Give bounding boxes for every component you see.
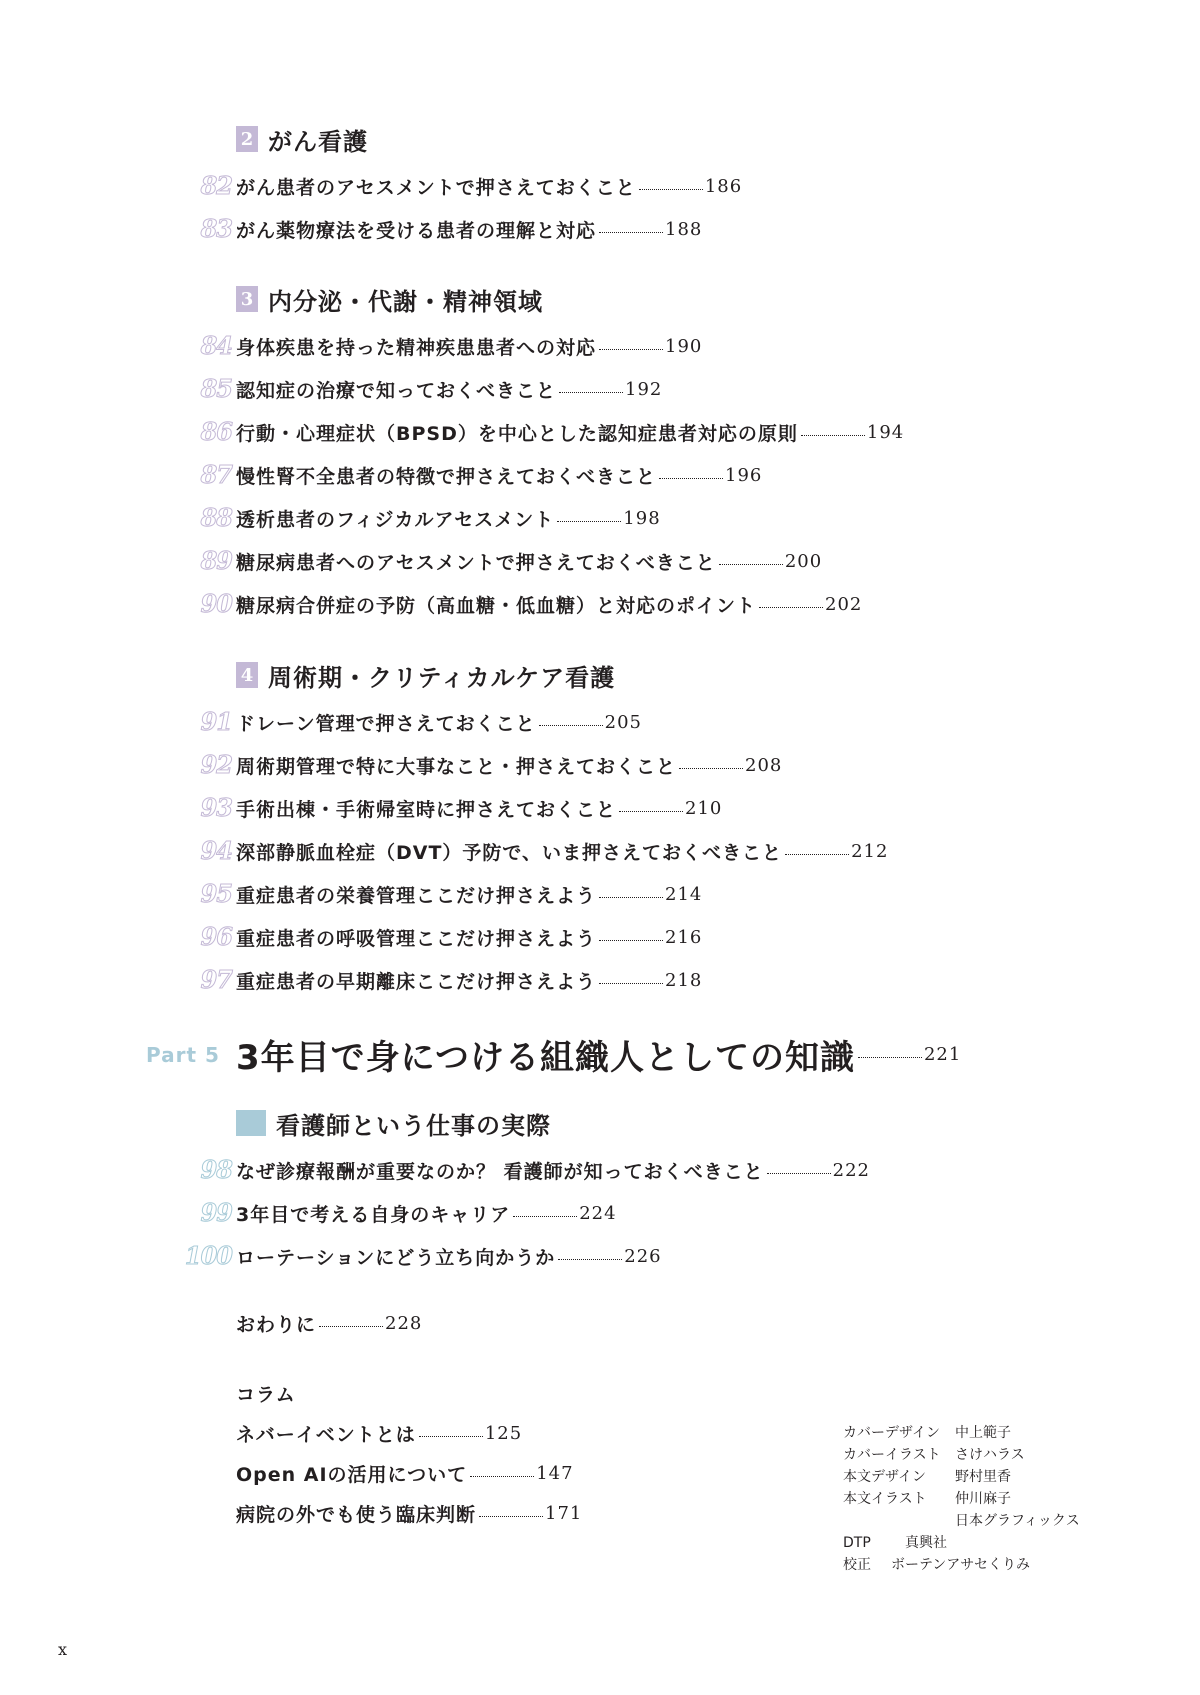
dot-leader (599, 347, 663, 350)
entry-page: 205 (604, 712, 642, 733)
dot-leader (559, 390, 623, 393)
credit-name: 野村里香 (955, 1469, 1011, 1485)
credit-role: 本文イラスト (843, 1491, 927, 1507)
toc-entry[interactable] (200, 368, 904, 411)
column-entry[interactable] (236, 1460, 574, 1487)
column-entry[interactable] (236, 1500, 582, 1527)
entry-number: 94 (200, 836, 232, 865)
column-page: 125 (484, 1423, 523, 1444)
dot-leader (639, 187, 703, 190)
dot-leader (599, 895, 663, 898)
entry-title: 糖尿病患者へのアセスメントで押さえておくべきこと (236, 552, 716, 574)
entry-title: なぜ診療報酬が重要なのか？ 看護師が知っておくべきこと (236, 1161, 764, 1183)
credit-role: 本文デザイン (843, 1469, 927, 1485)
toc-entry[interactable] (200, 540, 904, 583)
toc-entry[interactable] (200, 873, 888, 916)
part-heading[interactable] (146, 1030, 961, 1079)
entry-title: 行動・心理症状（BPSD）を中心とした認知症患者対応の原則 (236, 423, 798, 445)
toc-entry[interactable] (200, 583, 904, 626)
part-label: Part 5 (146, 1042, 220, 1067)
entry-number: 100 (184, 1241, 232, 1270)
dot-leader (599, 230, 663, 233)
dot-leader (513, 1214, 577, 1217)
entry-title: がん薬物療法を受ける患者の理解と対応 (236, 220, 597, 242)
section-header (236, 121, 742, 157)
section-title: 看護師という仕事の実際 (276, 1111, 551, 1140)
toc-entry[interactable] (200, 959, 888, 1002)
entry-number: 88 (200, 503, 232, 532)
dot-leader (599, 938, 663, 941)
dot-leader (679, 766, 743, 769)
entry-number: 89 (200, 546, 232, 575)
toc-entry[interactable] (200, 497, 904, 540)
column-title: ネバーイベントとは (236, 1424, 416, 1446)
entry-page: 226 (624, 1246, 662, 1267)
entry-page: 198 (623, 508, 661, 529)
entry-page: 216 (665, 927, 703, 948)
entry-title: 重症患者の呼吸管理ここだけ押さえよう (236, 928, 597, 950)
dot-leader (599, 981, 663, 984)
credit-name: ボーテンアサセくりみ (891, 1557, 1031, 1573)
entry-number: 95 (200, 879, 232, 908)
entry-number: 87 (200, 460, 232, 489)
entry-title: 認知症の治療で知っておくべきこと (236, 380, 557, 402)
dot-leader (319, 1324, 383, 1327)
section-title: がん看護 (268, 127, 368, 156)
toc-entry[interactable] (200, 208, 742, 251)
column-page: 171 (545, 1503, 583, 1524)
column-entry[interactable] (236, 1420, 522, 1447)
entry-number: 83 (200, 214, 232, 243)
toc-entry[interactable] (200, 1149, 870, 1192)
toc-section-part5 (184, 1105, 870, 1278)
entry-number: 82 (200, 171, 232, 200)
toc-entry[interactable] (200, 454, 904, 497)
column-title: 病院の外でも使う臨床判断 (236, 1504, 477, 1526)
section-number-badge: 3 (236, 286, 258, 312)
entry-title: ローテーションにどう立ち向かうか (236, 1247, 556, 1269)
entry-page: 186 (704, 176, 743, 197)
afterword-page: 228 (385, 1313, 423, 1334)
toc-section-4 (200, 657, 889, 1002)
credit-role: カバーイラスト (843, 1447, 941, 1463)
dot-leader (759, 605, 823, 608)
entry-title: がん患者のアセスメントで押さえておくこと (236, 177, 636, 199)
entry-page: 224 (579, 1203, 617, 1224)
entry-number: 85 (200, 374, 232, 403)
entry-number: 90 (200, 589, 232, 618)
part-title: 3年目で身につける組織人としての知識 (236, 1038, 855, 1078)
entry-page: 212 (851, 841, 889, 862)
section-number-badge: 4 (236, 662, 258, 688)
credit-name: 真興社 (905, 1535, 947, 1551)
entry-number: 84 (200, 331, 232, 360)
credit-name: 日本グラフィックス (955, 1513, 1080, 1529)
entry-page: 192 (625, 379, 663, 400)
credit-row (843, 1532, 1080, 1554)
column-page: 147 (536, 1463, 574, 1484)
dot-leader (801, 433, 865, 436)
entry-page: 194 (866, 422, 905, 443)
column-title: Open AIの活用について (236, 1464, 468, 1486)
entry-page: 190 (665, 336, 703, 357)
entry-page: 196 (725, 465, 763, 486)
entry-title: 手術出棟・手術帰室時に押さえておくこと (236, 799, 617, 821)
entry-number: 86 (200, 417, 232, 446)
entry-page: 202 (825, 594, 863, 615)
entry-number: 97 (200, 965, 232, 994)
toc-entry[interactable] (200, 325, 904, 368)
entry-number: 92 (200, 750, 232, 779)
dot-leader (719, 562, 783, 565)
credit-role: 校正 (843, 1557, 871, 1573)
entry-number: 99 (200, 1198, 232, 1227)
dot-leader (558, 1257, 622, 1260)
toc-entry[interactable] (184, 1235, 870, 1278)
toc-section-3 (200, 281, 905, 626)
credit-name: さけハラス (955, 1447, 1025, 1463)
credit-row (843, 1488, 1080, 1510)
entry-page: 218 (665, 970, 703, 991)
toc-entry[interactable] (200, 411, 905, 454)
toc-entry[interactable] (200, 787, 888, 830)
page-folio: x (58, 1640, 68, 1659)
section-header (236, 657, 888, 693)
entry-page: 208 (745, 755, 783, 776)
toc-entry[interactable] (200, 744, 888, 787)
dot-leader (767, 1171, 831, 1174)
entry-page: 200 (784, 551, 823, 572)
dot-leader (557, 519, 621, 522)
toc-entry[interactable] (200, 1192, 870, 1235)
entry-number: 93 (200, 793, 232, 822)
entry-title: 重症患者の栄養管理ここだけ押さえよう (236, 885, 597, 907)
entry-title: 重症患者の早期離床ここだけ押さえよう (236, 971, 597, 993)
credit-role: カバーデザイン (843, 1425, 941, 1441)
section-title: 周術期・クリティカルケア看護 (268, 663, 616, 692)
entry-title: 透析患者のフィジカルアセスメント (236, 509, 555, 531)
entry-title: ドレーン管理で押さえておくこと (236, 713, 536, 735)
toc-section-2 (200, 121, 743, 251)
credit-row (843, 1554, 1080, 1576)
entry-title: 周術期管理で特に大事なこと・押さえておくこと (236, 756, 677, 778)
dot-leader (419, 1434, 483, 1437)
dot-leader (470, 1474, 534, 1477)
credit-row (843, 1444, 1080, 1466)
entry-page: 214 (665, 884, 703, 905)
credit-row (843, 1422, 1080, 1444)
entry-page: 210 (685, 798, 723, 819)
dot-leader (479, 1514, 543, 1517)
credit-name: 中上範子 (955, 1425, 1011, 1441)
afterword-entry[interactable] (236, 1310, 422, 1337)
credit-role: DTP (843, 1535, 871, 1551)
section-number-badge: 2 (236, 126, 258, 152)
toc-entry[interactable] (200, 830, 889, 873)
section-title: 内分泌・代謝・精神領域 (268, 287, 543, 316)
part-page: 221 (923, 1044, 962, 1065)
entry-number: 96 (200, 922, 232, 951)
toc-entry[interactable] (200, 165, 743, 208)
dot-leader (539, 723, 603, 726)
entry-title: 3年目で考える自身のキャリア (236, 1204, 511, 1226)
credits-block (843, 1422, 1080, 1576)
credit-name: 仲川麻子 (955, 1491, 1011, 1507)
credit-row (843, 1466, 1080, 1488)
credit-role (843, 1510, 943, 1532)
entry-page: 188 (665, 219, 703, 240)
toc-entry[interactable] (200, 916, 888, 959)
section-header (236, 1105, 870, 1141)
dot-leader (619, 809, 683, 812)
afterword-title: おわりに (236, 1314, 317, 1336)
dot-leader (659, 476, 723, 479)
column-heading: コラム (236, 1384, 296, 1406)
entry-title: 慢性腎不全患者の特徴で押さえておくべきこと (236, 466, 657, 488)
dot-leader (785, 852, 849, 855)
section-header (236, 281, 904, 317)
entry-title: 糖尿病合併症の予防（高血糖・低血糖）と対応のポイント (236, 595, 757, 617)
dot-leader (858, 1055, 922, 1058)
entry-page: 222 (832, 1160, 870, 1181)
entry-number: 91 (200, 707, 232, 736)
toc-entry[interactable] (200, 701, 888, 744)
entry-title: 深部静脈血栓症（DVT）予防で、いま押さえておくべきこと (236, 842, 783, 864)
entry-title: 身体疾患を持った精神疾患患者への対応 (236, 337, 597, 359)
credit-row (843, 1510, 1080, 1532)
entry-number: 98 (200, 1155, 232, 1184)
section-badge (236, 1110, 266, 1136)
